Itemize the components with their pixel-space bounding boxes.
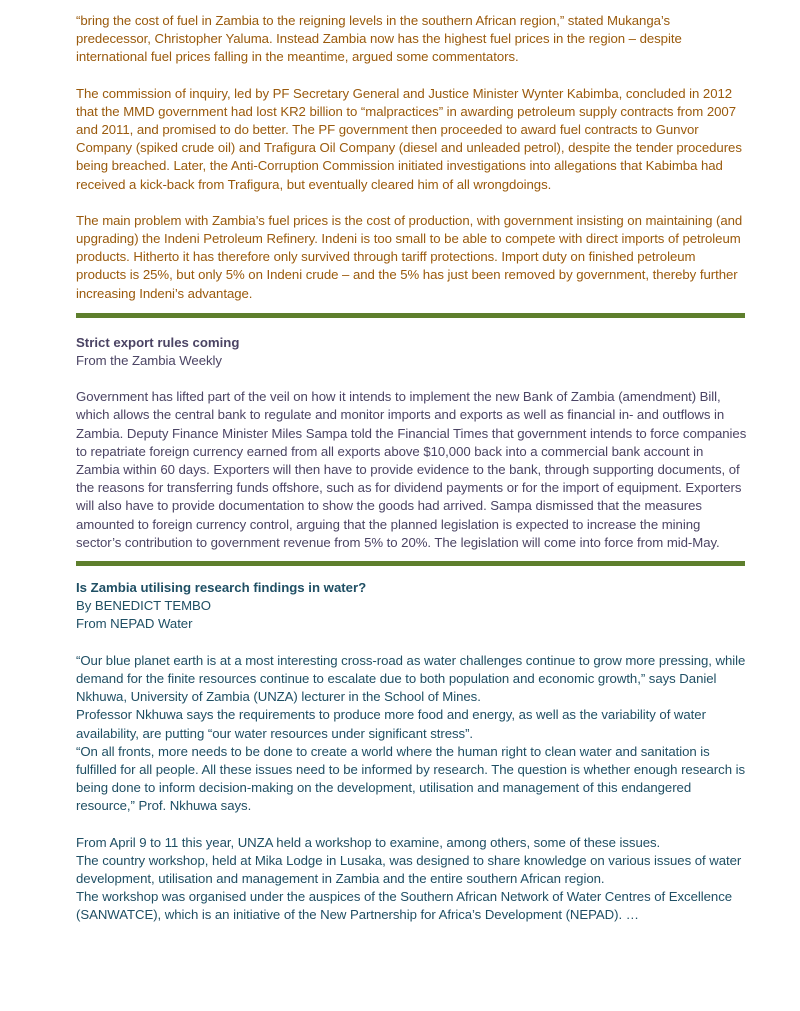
fuel-article xyxy=(76,12,748,303)
fuel-paragraph-3: The main problem with Zambia’s fuel prices is the cost of production, with government insisting on maintaining (and upgrading) the Indeni Petroleum Refinery. Indeni is too small to be able to compete with direct imports of petroleum products. Hitherto it has therefore only survived through tariff protections. Import duty on finished petroleum products is 25%, but only 5% on Indeni crude – and the 5% has just been removed by government, thereby further increasing Indeni’s advantage. xyxy=(76,212,743,301)
article-title: Strict export rules coming xyxy=(76,334,240,350)
water-research-article xyxy=(76,579,748,924)
paragraph-line: From April 9 to 11 this year, UNZA held a workshop to examine, among others, some of these issues. xyxy=(76,834,661,850)
article-paragraph xyxy=(76,834,748,925)
fuel-paragraph-2: The commission of inquiry, led by PF Secretary General and Justice Minister Wynter Kabimba, concluded in 2012 that the MMD government had lost KR2 billion to “malpractices” in awarding petroleum supply contracts from 2007 and 2011, and promised to do better. The PF government then proceeded to award fuel contracts to Gunvor Company (spiked crude oil) and Trafigura Oil Company (diesel and unleaded petrol), despite the tender procedures being breached. Later, the Anti-Corruption Commission initiated investigations into allegations that Kabimba had received a kick-back from Trafigura, but eventually cleared him of all wrongdoings. xyxy=(76,85,742,192)
article-source: From the Zambia Weekly xyxy=(76,353,222,369)
article-body: Government has lifted part of the veil on how it intends to implement the new Bank of Zambia (amendment) Bill, which allows the central bank to regulate and monitor imports and exports as well as financial in- and outflows in Zambia. Deputy Finance Minister Miles Sampa told the Financial Times that government intends to force companies to repatriate foreign currency earned from all exports above $10,000 back into a commercial bank account in Zambia within 60 days. Exporters will then have to provide evidence to the bank, through supporting documents, of the reasons for transferring funds offshore, such as for dividend payments or for the import of equipment. Exporters will also have to provide documentation to show the goods had arrived. Sampa dismissed that the measures amounted to foreign currency control, arguing that the planned legislation is expected to increase the mining sector’s contribution to government revenue from 5% to 20%. The legislation will come into force from mid-May. xyxy=(76,389,747,550)
article-source: From NEPAD Water xyxy=(76,616,193,632)
article-title: Is Zambia utilising research findings in water? xyxy=(76,580,367,596)
fuel-paragraph-1: “bring the cost of fuel in Zambia to the reigning levels in the southern African region,” stated Mukanga’s predecessor, Christopher Yaluma. Instead Zambia now has the highest fuel prices in the region – despite international fuel prices falling in the meantime, argued some commentators. xyxy=(76,13,682,65)
paragraph-line: The country workshop, held at Mika Lodge in Lusaka, was designed to share knowledge on various issues of water development, utilisation and management in Zambia and the entire southern African region. xyxy=(76,852,742,886)
paragraph-line: “On all fronts, more needs to be done to create a world where the human right to clean water and sanitation is fulfilled for all people. All these issues need to be informed by research. The question is whether enough research is being done to inform decision-making on the development, utilisation and management of this endangered resource,” Prof. Nkhuwa says. xyxy=(76,743,746,814)
article-byline: By BENEDICT TEMBO xyxy=(76,598,211,614)
export-rules-article xyxy=(76,334,748,552)
document-page xyxy=(76,12,748,925)
paragraph-line: Professor Nkhuwa says the requirements to produce more food and energy, as well as the variability of water availability, are putting “our water resources under significant stress”. xyxy=(76,707,706,741)
paragraph-line: The workshop was organised under the auspices of the Southern African Network of Water Centres of Excellence (SANWATCE), which is an initiative of the New Partnership for Africa’s Development (NEPAD). … xyxy=(76,889,733,923)
paragraph-line: “Our blue planet earth is at a most interesting cross-road as water challenges continue to grow more pressing, while demand for the finite resources continue to escalate due to both population and economic growth,” says Daniel Nkhuwa, University of Zambia (UNZA) lecturer in the School of Mines. xyxy=(76,652,746,705)
article-paragraph xyxy=(76,652,748,816)
